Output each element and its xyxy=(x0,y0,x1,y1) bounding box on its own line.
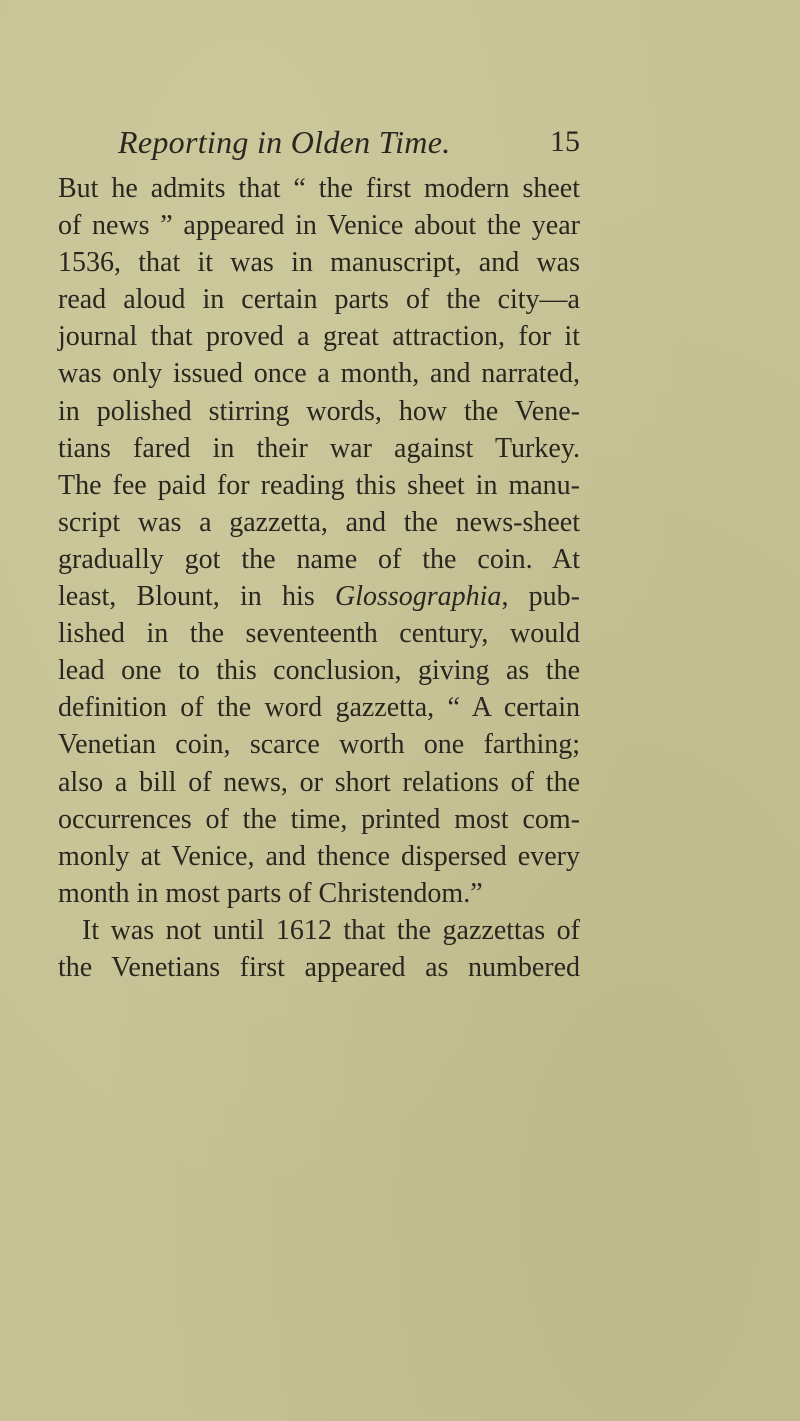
text-line: read aloud in certain parts of the city—a xyxy=(58,284,580,316)
text-line: gradually got the name of the coin. At xyxy=(58,543,580,575)
text-line: occurrences of the time, printed most com- xyxy=(58,803,580,835)
text-line: tians fared in their war against Turkey. xyxy=(58,432,580,464)
text-line: the Venetians first appeared as numbered xyxy=(58,951,580,983)
body-text xyxy=(58,170,580,986)
text-line: monly at Venice, and thence dispersed every xyxy=(58,840,580,872)
text-line: Venetian coin, scarce worth one farthing; xyxy=(58,729,580,761)
italic-title: Glossographia xyxy=(334,581,502,613)
text-line: script was a gazzetta, and the news-sheet xyxy=(58,506,580,538)
text-line: in polished stirring words, how the Vene- xyxy=(58,395,580,427)
text-line: of news ” appeared in Venice about the year xyxy=(58,210,580,242)
text-line: But he admits that “ the first modern sheet xyxy=(58,173,580,204)
text-line: 1536, that it was in manuscript, and was xyxy=(58,247,580,279)
text-line: least, Blount, in his Glossographia, pub- xyxy=(58,581,581,613)
text-line: also a bill of news, or short relations of the xyxy=(58,766,580,798)
text-line: The fee paid for reading this sheet in manu- xyxy=(58,469,580,501)
text-line: lead one to this conclusion, giving as the xyxy=(58,655,580,687)
text-line: It was not until 1612 that the gazzettas of xyxy=(82,914,580,946)
text-line: lished in the seventeenth century, would xyxy=(58,618,580,650)
text-line: definition of the word gazzetta, “ A certain xyxy=(58,692,580,724)
text-line: journal that proved a great attraction, for it xyxy=(58,321,580,353)
running-title: Reporting in Olden Time. xyxy=(118,124,451,160)
page-number: 15 xyxy=(550,125,580,158)
running-head xyxy=(118,120,580,164)
text-line: month in most parts of Christendom.” xyxy=(58,877,483,909)
text-line: was only issued once a month, and narrated, xyxy=(58,358,580,390)
